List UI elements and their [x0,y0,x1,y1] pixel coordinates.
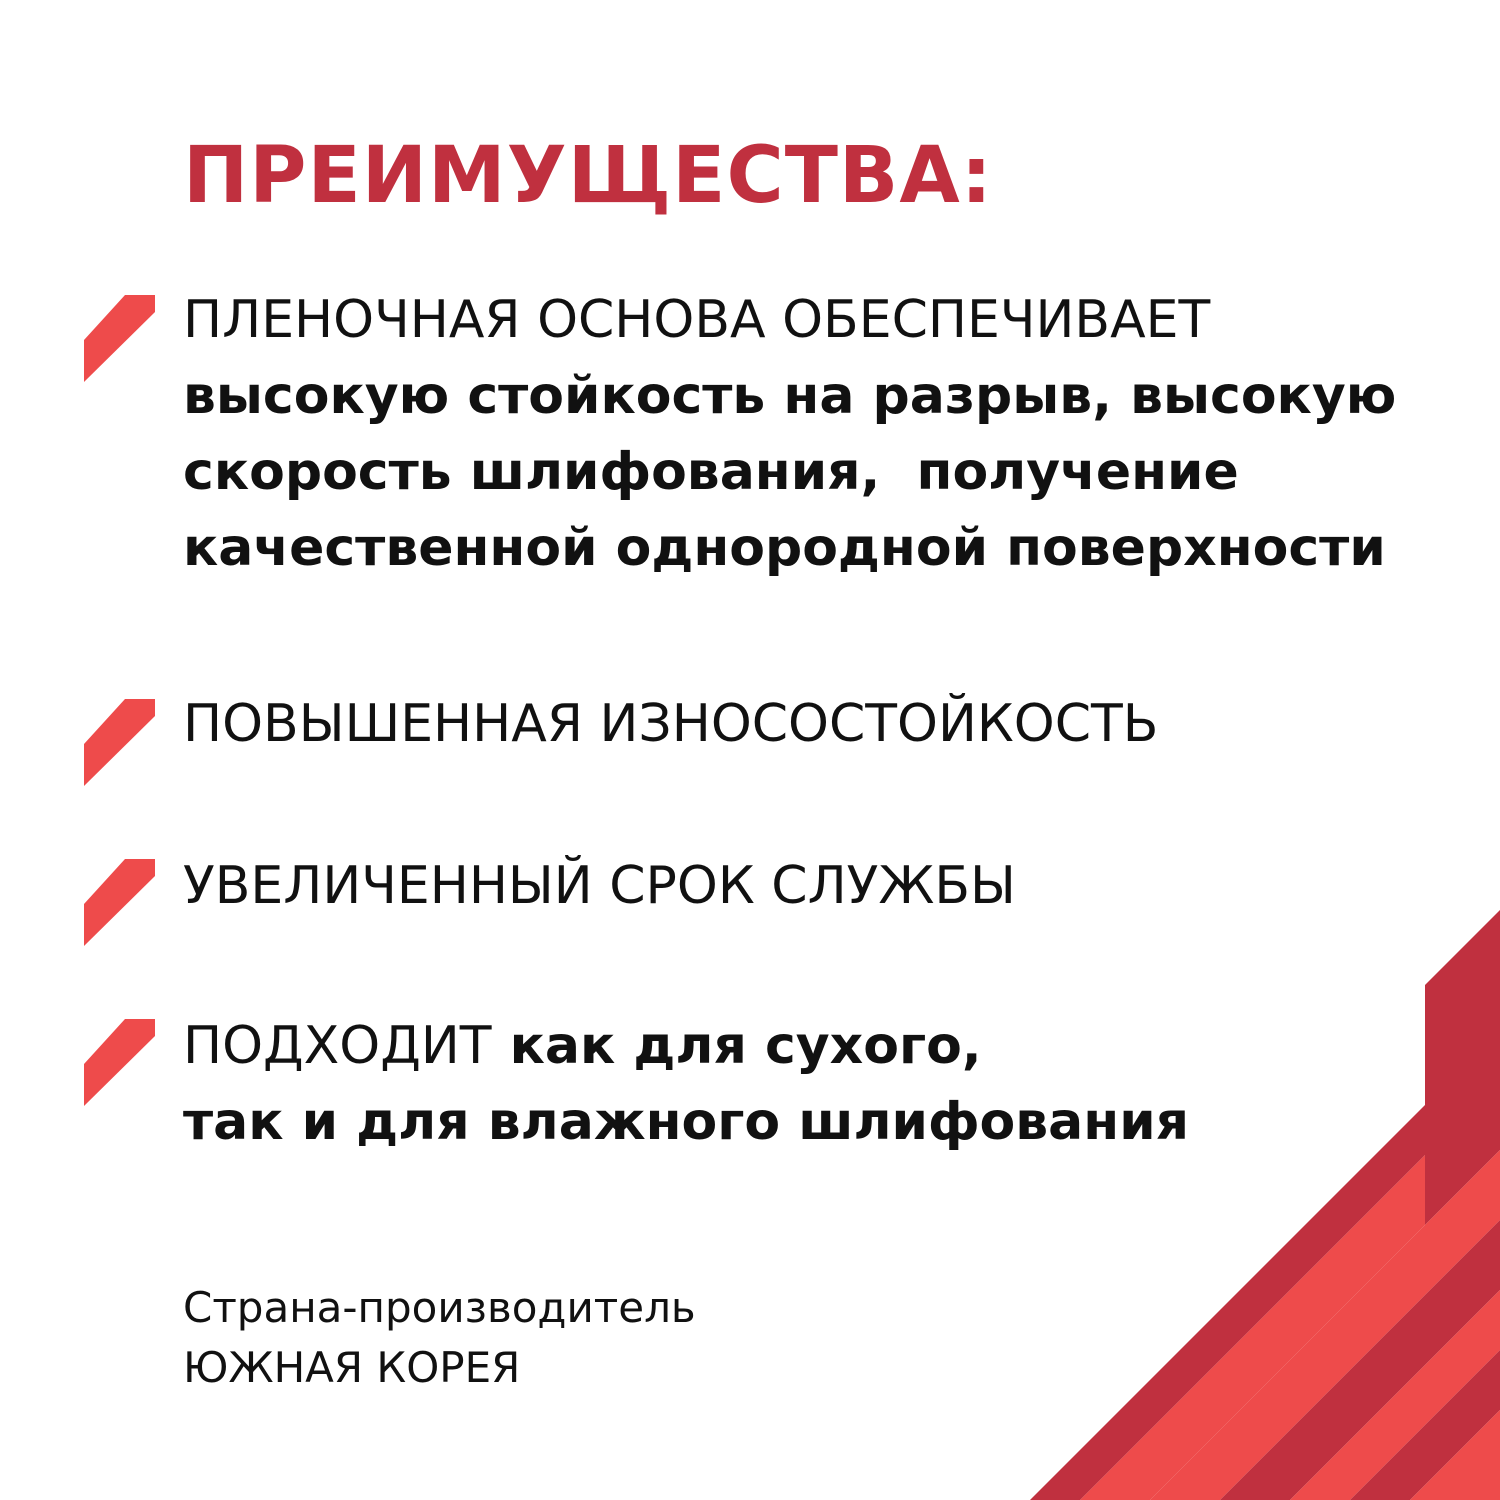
check-stroke-icon [84,699,155,786]
country-of-origin [183,1278,696,1398]
advantage-heading: ПЛЕНОЧНАЯ ОСНОВА ОБЕСПЕЧИВАЕТ [183,290,1211,350]
advantage-line: высокую стойкость на разрыв, высокую [183,366,1397,426]
advantage-line: так и для влажного шлифования [183,1092,1190,1152]
advantage-line: качественной однородной поверхности [183,518,1386,578]
page-title: ПРЕИМУЩЕСТВА: [183,131,993,221]
advantage-heading: УВЕЛИЧЕННЫЙ СРОК СЛУЖБЫ [183,856,1016,916]
advantage-item-film-base [183,282,1396,586]
advantage-heading: ПОВЫШЕННАЯ ИЗНОСОСТОЙКОСТЬ [183,694,1159,754]
advantage-heading: ПОДХОДИТ [183,1016,492,1076]
country-value: ЮЖНАЯ КОРЕЯ [183,1343,521,1392]
advantage-heading-tail: как для сухого, [491,1016,982,1076]
check-stroke-icon [84,295,155,382]
advantage-line: скорость шлифования, получение [183,442,1239,502]
bullet-strokes [84,295,155,1106]
check-stroke-icon [84,1019,155,1106]
country-label: Страна-производитель [183,1283,696,1332]
advantage-item-service-life [183,848,1016,924]
advantage-item-suitability [183,1008,1189,1160]
advantage-item-wear-resistance [183,686,1158,762]
check-stroke-icon [84,859,155,946]
corner-stripes [1030,910,1500,1500]
